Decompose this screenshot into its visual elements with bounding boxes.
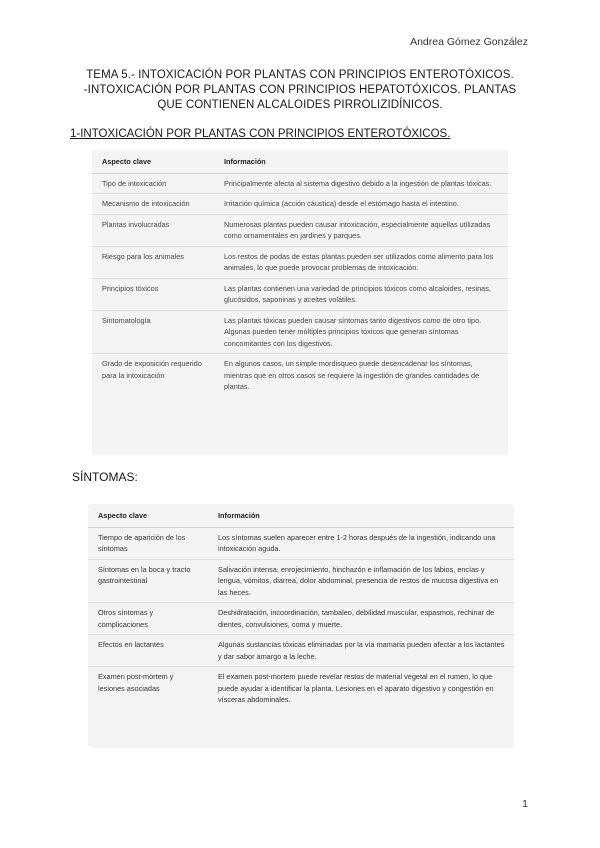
info-cell: Irritación química (acción cáustica) desde el estómago hasta el intestino. bbox=[214, 194, 508, 215]
aspect-cell: Otros síntomas y complicaciones bbox=[88, 603, 208, 635]
table-header-row bbox=[88, 504, 514, 527]
table-row bbox=[88, 667, 514, 710]
column-header: Información bbox=[214, 150, 508, 173]
aspect-cell: Síntomas en la boca y tracto gastrointestinal bbox=[88, 559, 208, 603]
info-cell: Las plantas tóxicas pueden causar síntomas tanto digestivos como de otro tipo. Algunas pueden tener múltiples principios tóxicos que generan síntomas concomitantes con los digestivos. bbox=[214, 310, 508, 354]
info-cell: En algunos casos, un simple mordisqueo puede desencadenar los síntomas, mientras que en otros casos se requiere la ingestión de grandes cantidades de plantas. bbox=[224, 359, 480, 391]
table-row bbox=[92, 173, 508, 194]
title-line-3: QUE CONTIENEN ALCALOIDES PIRROLIZIDÍNICOS. bbox=[157, 99, 443, 111]
section-heading-enterotoxicos: 1-INTOXICACIÓN POR PLANTAS CON PRINCIPIOS ENTEROTÓXICOS. bbox=[70, 128, 451, 140]
aspect-cell: Riesgo para los animales bbox=[92, 246, 214, 278]
aspect-cell: Principios tóxicos bbox=[92, 278, 214, 310]
info-cell: Principalmente afecta al sistema digestivo debido a la ingestión de plantas tóxicas. bbox=[214, 173, 508, 194]
info-cell: Deshidratación, incoordinación, tambaleo, debilidad muscular, espasmos, rechinar de dientes, convulsiones, coma y muerte. bbox=[208, 603, 514, 635]
document-title bbox=[60, 68, 540, 113]
aspect-cell: Tipo de intoxicación bbox=[92, 173, 214, 194]
column-header: Aspecto clave bbox=[92, 150, 214, 173]
table-row bbox=[88, 559, 514, 603]
table-row bbox=[88, 603, 514, 635]
table-row bbox=[92, 310, 508, 354]
table-row bbox=[92, 214, 508, 246]
author-name: Andrea Gómez González bbox=[410, 36, 528, 48]
aspect-cell: Tiempo de aparición de los síntomas bbox=[88, 527, 208, 559]
aspect-cell: Examen post-mortem y lesiones asociadas bbox=[98, 672, 174, 693]
section-heading-sintomas: SÍNTOMAS: bbox=[72, 470, 138, 484]
title-line-1: TEMA 5.- INTOXICACIÓN POR PLANTAS CON PRINCIPIOS ENTEROTÓXICOS. bbox=[86, 69, 514, 81]
symptoms-table bbox=[88, 504, 514, 748]
info-cell: Salivación intensa, enrojecimiento, hinchazón e inflamación de los labios, encías y lengua, vómitos, diarrea, dolor abdominal, presencia de restos de mucosa digestiva en las heces. bbox=[208, 559, 514, 603]
info-cell: El examen post-mortem puede revelar restos de material vegetal en el rumen, lo que puede ayudar a identificar la planta. Lesiones en el aparato digestivo y congestión en vísceras abdominales. bbox=[218, 672, 494, 704]
column-header: Aspecto clave bbox=[88, 504, 208, 527]
aspect-cell: Grado de exposición requerido para la intoxicación bbox=[102, 359, 202, 380]
aspect-cell: Plantas involucradas bbox=[92, 214, 214, 246]
table-row bbox=[92, 246, 508, 278]
table-row bbox=[88, 527, 514, 559]
title-line-2: -INTOXICACIÓN POR PLANTAS CON PRINCIPIOS HEPATOTÓXICOS. PLANTAS bbox=[83, 84, 517, 96]
table-row bbox=[92, 194, 508, 215]
table-row bbox=[88, 635, 514, 667]
aspect-cell: Efectos en lactantes bbox=[88, 635, 208, 667]
info-cell: Algunas sustancias tóxicas eliminadas por la vía mamaria pueden afectar a los lactantes y dar sabor amargo a la leche. bbox=[208, 635, 514, 667]
aspect-cell: Mecanismo de intoxicación bbox=[92, 194, 214, 215]
table-row bbox=[92, 354, 508, 397]
info-cell: Numerosas plantas pueden causar intoxicación, especialmente aquellas utilizadas como ornamentales en jardines y parques. bbox=[214, 214, 508, 246]
info-cell: Los síntomas suelen aparecer entre 1-2 horas después de la ingestión, indicando una intoxicación aguda. bbox=[208, 527, 514, 559]
table-header-row bbox=[92, 150, 508, 173]
column-header: Información bbox=[208, 504, 514, 527]
info-cell: Las plantas contienen una variedad de principios tóxicos como alcaloides, resinas, glucósidos, saponinas y aceites volátiles. bbox=[214, 278, 508, 310]
table-row bbox=[92, 278, 508, 310]
info-cell: Los restos de podas de estas plantas pueden ser utilizados como alimento para los animales, lo que puede provocar problemas de intoxicación. bbox=[214, 246, 508, 278]
enterotoxic-info-table bbox=[92, 150, 508, 455]
aspect-cell: Sintomatología bbox=[92, 310, 214, 354]
page-number: 1 bbox=[522, 798, 528, 810]
